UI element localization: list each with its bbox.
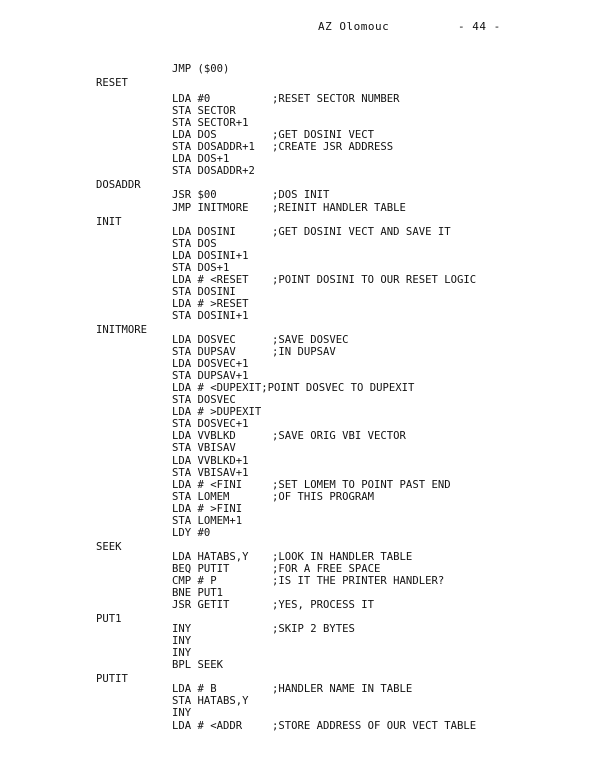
code-instruction: BEQ PUTIT [172,562,230,575]
code-comment: ;HANDLER NAME IN TABLE [272,683,413,696]
code-instruction: INY [172,707,192,720]
code-instruction: JMP INITMORE [172,201,249,214]
code-line [0,635,600,647]
code-line [0,647,600,659]
code-instruction: STA DOSINI+1 [172,309,249,322]
code-comment: ;DOS INIT [272,189,330,202]
code-line [0,707,600,719]
code-instruction: LDA VVBLKD [172,430,236,443]
code-line [0,671,600,686]
code-comment: ;OF THIS PROGRAM [272,490,375,503]
code-line [0,334,600,346]
code-comment: ;SET LOMEM TO POINT PAST END [272,478,451,491]
code-line [0,515,600,527]
code-line [0,238,600,250]
code-instruction: LDA VVBLKD+1 [172,454,249,467]
code-line [0,683,600,695]
code-instruction: STA DOSVEC [172,394,236,407]
code-instruction: STA DOSADDR+2 [172,165,255,178]
code-line [0,455,600,467]
code-instruction: STA LOMEM+1 [172,514,243,527]
code-instruction: LDY #0 [172,526,211,539]
code-instruction: LDA # >DUPEXIT [172,406,262,419]
code-line [0,623,600,635]
code-line [0,491,600,503]
code-line [0,370,600,382]
code-line [0,551,600,563]
header-title: AZ Olomouc [318,20,390,33]
code-line [0,587,600,599]
code-line [0,189,600,201]
code-label: DOSADDR [96,179,141,192]
code-line [0,75,600,90]
code-instruction: LDA DOSINI+1 [172,249,249,262]
code-instruction: LDA DOS [172,129,217,142]
assembly-listing [0,63,600,732]
code-label: PUT1 [96,613,122,626]
code-comment: ;CREATE JSR ADDRESS [272,141,394,154]
code-line [0,527,600,539]
code-instruction: STA DOS+1 [172,261,230,274]
code-instruction: JMP ($00) [172,63,230,75]
code-comment: ;IN DUPSAV [272,346,336,359]
code-line [0,310,600,322]
code-instruction: STA LOMEM [172,490,230,503]
code-line [0,479,600,491]
code-instruction: LDA HATABS,Y [172,550,249,563]
code-comment: ;REINIT HANDLER TABLE [272,201,406,214]
code-line [0,165,600,177]
code-instruction: BPL SEEK [172,659,224,672]
code-comment: ;STORE ADDRESS OF OUR VECT TABLE [272,719,477,732]
code-line [0,274,600,286]
code-line [0,346,600,358]
code-instruction: LDA DOSVEC [172,334,236,347]
code-line [0,695,600,707]
code-instruction: LDA DOSINI [172,225,236,238]
code-instruction: STA DOSINI [172,285,236,298]
code-line [0,105,600,117]
code-instruction: LDA # >FINI [172,502,243,515]
code-instruction: STA SECTOR [172,105,236,118]
code-instruction: LDA # <FINI [172,478,243,491]
code-instruction: BNE PUT1 [172,587,224,600]
code-instruction: LDA # <RESET [172,273,249,286]
code-comment: ;RESET SECTOR NUMBER [272,93,400,106]
code-instruction: STA HATABS,Y [172,695,249,708]
code-line [0,117,600,129]
code-line [0,406,600,418]
code-line [0,599,600,611]
code-line [0,226,600,238]
code-instruction: LDA DOSVEC+1 [172,358,249,371]
code-line [0,153,600,165]
code-line [0,563,600,575]
code-line [0,358,600,370]
code-line [0,286,600,298]
code-label: SEEK [96,540,122,553]
code-comment: ;SKIP 2 BYTES [272,623,355,636]
code-line [0,214,600,226]
code-line [0,430,600,442]
code-line [0,262,600,274]
code-comment: ;SAVE DOSVEC [272,334,349,347]
code-comment: ;SAVE ORIG VBI VECTOR [272,430,406,443]
code-comment: ;FOR A FREE SPACE [272,562,381,575]
code-line [0,575,600,587]
code-instruction: STA DUPSAV+1 [172,370,249,383]
code-instruction: STA SECTOR+1 [172,117,249,130]
code-line [0,177,600,192]
code-line [0,659,600,671]
code-label: RESET [96,77,128,90]
code-instruction: LDA # >RESET [172,297,249,310]
code-comment: ;GET DOSINI VECT [272,129,375,142]
code-instruction: INY [172,623,192,636]
code-line [0,250,600,262]
code-instruction: STA DOSADDR+1 [172,141,255,154]
code-instruction: LDA #0 [172,93,211,106]
code-label: INIT [96,215,122,228]
code-line [0,93,600,105]
code-instruction: LDA # B [172,683,217,696]
code-line [0,394,600,406]
code-instruction: STA DOS [172,237,217,250]
code-instruction: JSR $00 [172,189,217,202]
code-instruction: INY [172,635,192,648]
code-line [0,141,600,153]
code-instruction: LDA DOS+1 [172,153,230,166]
code-instruction: CMP # P [172,574,217,587]
code-line [0,539,600,551]
code-line [0,467,600,479]
code-line [0,442,600,454]
code-comment: ;YES, PROCESS IT [272,599,375,612]
code-label: PUTIT [96,673,128,686]
code-line [0,611,600,626]
code-comment: ;POINT DOSINI TO OUR RESET LOGIC [272,273,477,286]
code-line [0,298,600,310]
code-instruction: STA DUPSAV [172,346,236,359]
page-number: - 44 - [458,20,501,33]
code-instruction: LDA # <DUPEXIT;POINT DOSVEC TO DUPEXIT [172,382,415,395]
code-line [0,63,600,75]
code-comment: ;LOOK IN HANDLER TABLE [272,550,413,563]
code-line [0,202,600,214]
code-line [0,503,600,515]
code-line [0,418,600,430]
code-comment: ;IS IT THE PRINTER HANDLER? [272,574,445,587]
code-line [0,129,600,141]
code-instruction: JSR GETIT [172,599,230,612]
code-line [0,322,600,334]
code-comment: ;GET DOSINI VECT AND SAVE IT [272,225,451,238]
code-label: INITMORE [96,323,148,336]
code-instruction: LDA # <ADDR [172,719,243,732]
code-line [0,382,600,394]
code-instruction: STA VBISAV [172,442,236,455]
code-instruction: STA VBISAV+1 [172,466,249,479]
code-instruction: STA DOSVEC+1 [172,418,249,431]
code-line [0,720,600,732]
code-instruction: INY [172,647,192,660]
